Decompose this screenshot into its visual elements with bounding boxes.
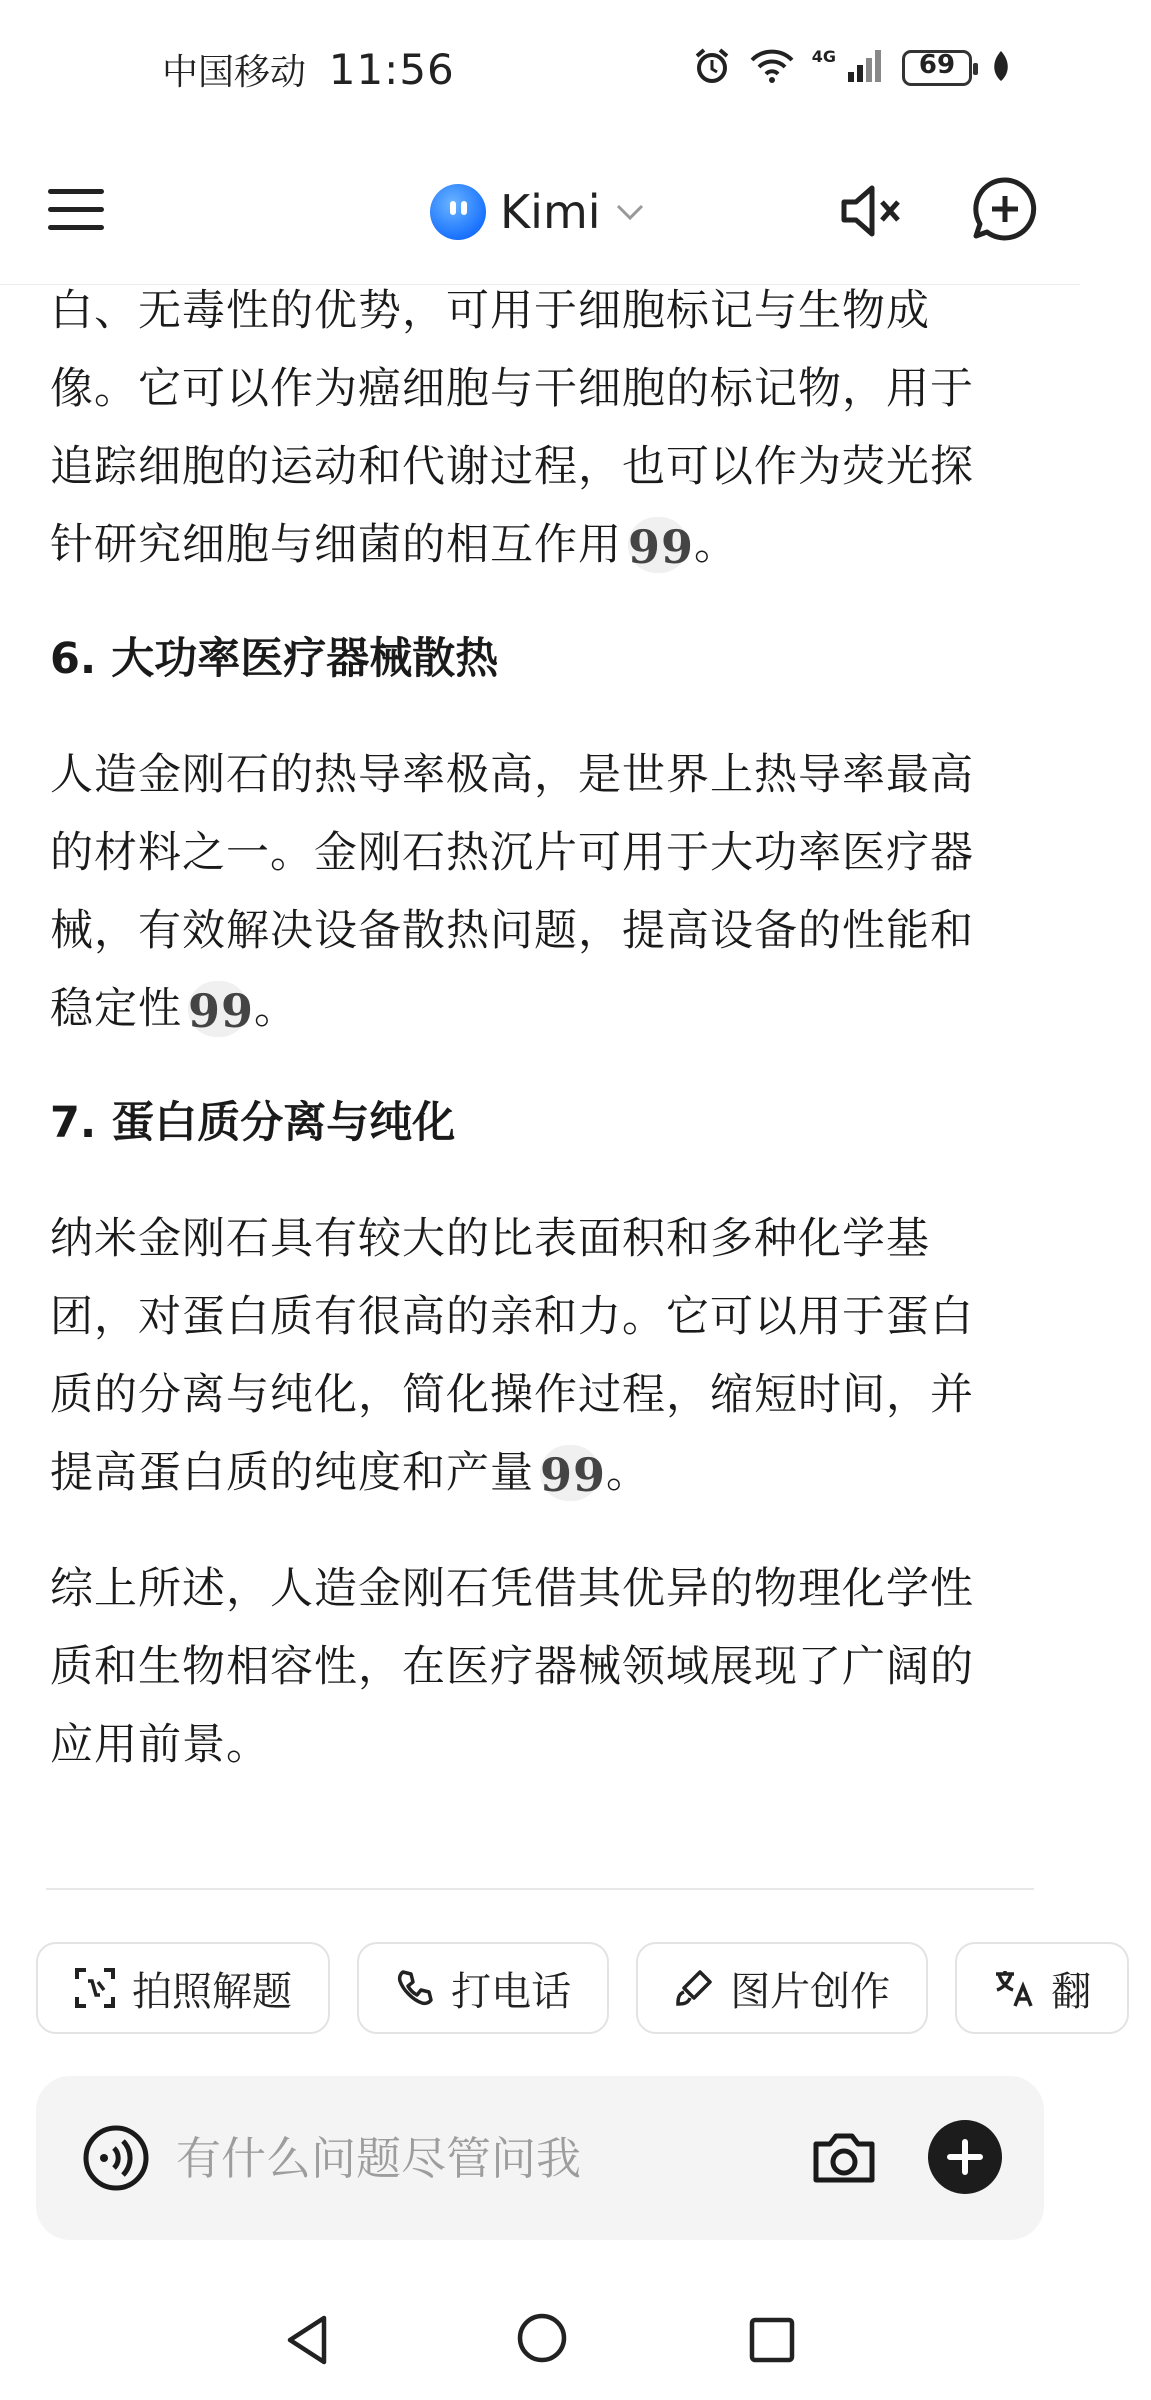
brush-icon [674,1968,714,2008]
system-nav-bar [0,2290,1080,2400]
message-paragraph [50,272,1010,584]
chip-photo-solve[interactable] [36,1942,330,2034]
carrier-name: 中国移动 [162,52,307,93]
section-heading: 6. 大功率医疗器械散热 [50,634,499,684]
app-header [0,140,1080,285]
divider [46,1888,1034,1890]
status-icons [692,46,1012,90]
chip-label: 图片创作 [730,1968,891,2015]
wifi-icon [750,48,794,88]
nav-recents-button[interactable] [744,2312,800,2372]
quick-actions [36,1942,1092,2038]
message-input[interactable] [176,2128,656,2188]
back-triangle-icon [282,2312,332,2368]
message-paragraph [50,736,1010,1048]
scan-formula-icon [74,1967,116,2009]
network-type: 4G [811,46,836,66]
status-bar [0,0,1080,140]
chip-label: 打电话 [451,1968,572,2015]
add-attachment-button[interactable] [928,2120,1002,2194]
voice-input-button[interactable] [82,2124,150,2192]
leaf-icon [990,49,1012,87]
camera-icon [808,2122,880,2194]
nav-back-button[interactable] [282,2312,332,2372]
message-composer [36,2076,1044,2240]
nav-home-button[interactable] [514,2310,570,2370]
chip-translate[interactable] [955,1942,1129,2034]
kimi-logo-icon [430,184,486,240]
battery-icon [902,50,972,86]
paragraph-text: 人造金刚石的热导率极高，是世界上热导率最高的材料之一。金刚石热沉片可用于大功率医疗器械，有效解决设备散热问题，提高设备的性能和稳定性 [50,750,974,1034]
new-chat-icon [970,174,1040,244]
clock-time: 11:56 [328,45,455,94]
plus-icon [928,2120,1002,2194]
recents-square-icon [744,2312,800,2368]
signal-icon [846,48,884,88]
speaker-mute-icon [836,176,906,246]
chip-label: 拍照解题 [132,1968,292,2015]
new-chat-button[interactable] [970,174,1040,244]
summary-paragraph: 综上所述，人造金刚石凭借其优异的物理化学性质和生物相容性，在医疗器械领域展现了广阔的应用前景。 [50,1564,974,1770]
period: 。 [694,520,738,570]
paragraph-text: 白、无毒性的优势，可用于细胞标记与生物成像。它可以作为癌细胞与干细胞的标记物，用于追踪细胞的运动和代谢过程，也可以作为荧光探针研究细胞与细菌的相互作用 [50,286,974,570]
citation-quote-icon[interactable]: 99 [540,1445,600,1501]
chevron-down-icon [615,202,645,222]
translate-icon [993,1968,1035,2008]
phone-icon [395,1968,435,2008]
chip-phone-call[interactable] [357,1942,609,2034]
home-circle-icon [514,2310,570,2366]
mute-button[interactable] [836,176,906,246]
chip-image-creation[interactable] [636,1942,928,2034]
menu-icon-lines [48,180,108,240]
chat-message [50,272,1010,1784]
chip-label: 翻 [1051,1968,1092,2015]
period: 。 [254,984,298,1034]
period: 。 [606,1448,650,1498]
citation-quote-icon[interactable]: 99 [628,517,688,573]
section-heading: 7. 蛋白质分离与纯化 [50,1098,456,1148]
paragraph-text: 纳米金刚石具有较大的比表面积和多种化学基团，对蛋白质有很高的亲和力。它可以用于蛋白质的分离与纯化，简化操作过程，缩短时间，并提高蛋白质的纯度和产量 [50,1214,974,1498]
voice-wave-icon [82,2124,150,2192]
app-title: Kimi [500,185,601,239]
camera-button[interactable] [808,2122,880,2194]
alarm-icon [692,46,732,90]
status-left [162,44,455,95]
model-selector[interactable] [430,180,645,244]
battery-level: 69 [918,50,956,80]
citation-quote-icon[interactable]: 99 [188,981,248,1037]
message-paragraph [50,1200,1010,1512]
